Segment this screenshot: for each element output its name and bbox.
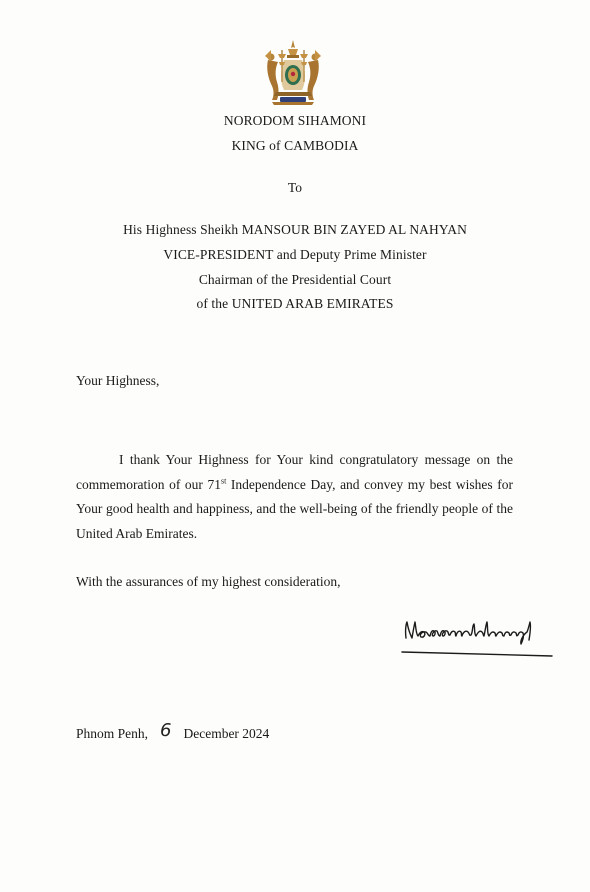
addressee-line-2: VICE-PRESIDENT and Deputy Prime Minister	[163, 247, 427, 262]
body-text-part1: I thank Your Highness for Your kind congratulatory message on the commemoration of our 71	[76, 452, 513, 492]
place: Phnom Penh,	[76, 726, 149, 741]
royal-arms-icon	[262, 38, 324, 108]
body-paragraph	[76, 448, 513, 546]
body-text-part2: Independence Day, and convey my best wishes for Your good health and happiness, and the well-being of the friendly people of the United Arab Emirates.	[76, 476, 513, 541]
closing-line: With the assurances of my highest consideration,	[76, 574, 341, 589]
sender-title: KING of CAMBODIA	[231, 138, 359, 153]
addressee-line-3: Chairman of the Presidential Court	[198, 272, 392, 287]
handwritten-signature	[400, 610, 560, 660]
ordinal-superscript: st	[221, 476, 227, 485]
month-year: December 2024	[183, 726, 270, 741]
to-label: To	[287, 180, 303, 195]
sender-name: NORODOM SIHAMONI	[223, 113, 367, 128]
handwritten-day: 6	[160, 720, 172, 741]
addressee-line-4: of the UNITED ARAB EMIRATES	[196, 296, 394, 311]
place-and-date	[76, 722, 269, 743]
salutation: Your Highness,	[76, 373, 160, 388]
addressee-line-1: His Highness Sheikh MANSOUR BIN ZAYED AL NAHYAN	[123, 222, 467, 237]
